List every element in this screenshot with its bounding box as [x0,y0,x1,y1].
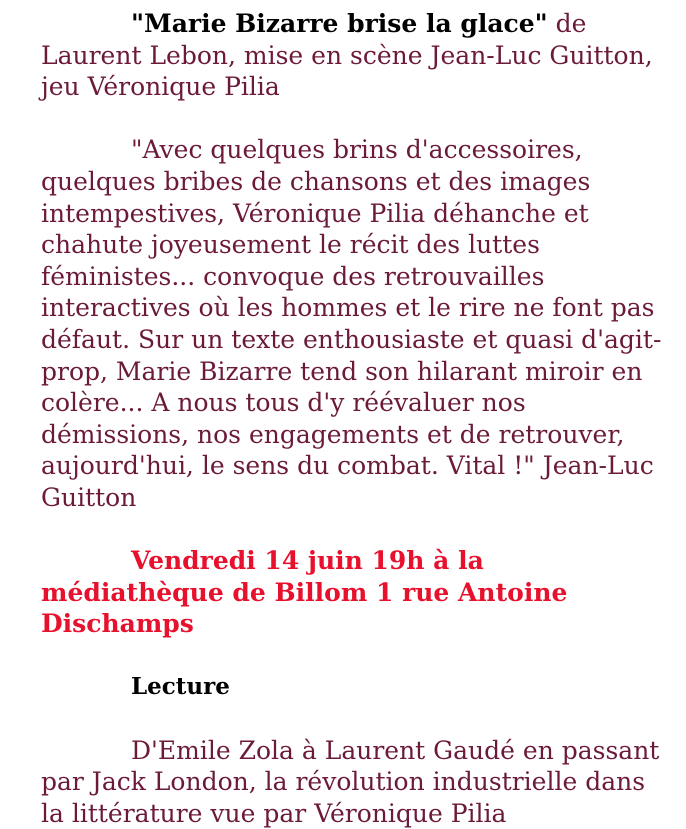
show-intro-paragraph [41,8,671,103]
event-announcement: Vendredi 14 juin 19h à la médiathèque de Billom 1 rue Antoine Dischamps [41,546,568,639]
review-quote-paragraph: "Avec quelques brins d'accessoires, quelques bribes de chansons et des images intempestives, Véronique Pilia déhanche et chahute joyeusement le récit des luttes féministes... convoque des retrouvailles interactives où les hommes et le rire ne font pas défaut. Sur un texte enthousiaste et quasi d'agit-prop, Marie Bizarre tend son hilarant miroir en colère... A nous tous d'y réévaluer nos démissions, nos engagements et de retrouver, aujourd'hui, le sens du combat. Vital !" Jean-Luc Guitton [41,135,662,512]
show-title: "Marie Bizarre brise la glace" [131,9,548,38]
lecture-heading: Lecture [131,673,230,701]
lecture-description: D'Emile Zola à Laurent Gaudé en passant par Jack London, la révolution industrielle dans la littérature vue par Véronique Pilia [41,735,660,828]
document-page [41,8,671,829]
show-credits: de Laurent Lebon, mise en scène Jean-Luc Guitton, jeu Véronique Pilia [41,9,653,102]
